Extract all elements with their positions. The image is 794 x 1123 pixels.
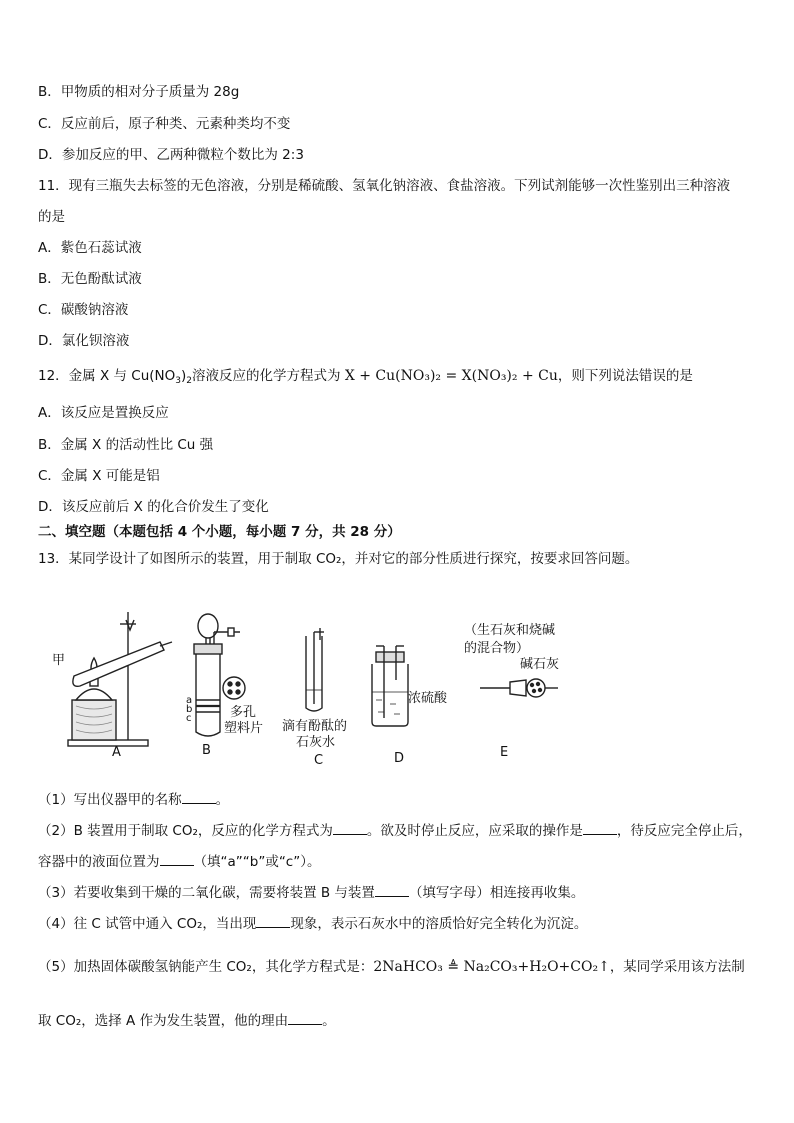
answer-blank[interactable] bbox=[583, 820, 617, 835]
apparatus-a bbox=[68, 612, 172, 746]
label-a: a bbox=[186, 695, 193, 706]
label-e-note1: （生石灰和烧碱 bbox=[464, 623, 556, 638]
apparatus-e bbox=[480, 679, 558, 697]
caption-d: D bbox=[394, 751, 405, 766]
q13-stem: 13．某同学设计了如图所示的装置，用于制取 CO₂，并对它的部分性质进行探究，按要求回答问题。 bbox=[38, 551, 639, 567]
label-jia: 甲 bbox=[52, 653, 66, 668]
q12-option-b: B．金属 X 的活动性比 Cu 强 bbox=[38, 437, 214, 453]
apparatus-figure bbox=[50, 600, 590, 780]
q11-option-a: A．紫色石蕊试液 bbox=[38, 240, 142, 256]
q13-part5-line1 bbox=[38, 957, 745, 977]
q10-option-c: C．反应前后，原子种类、元素种类均不变 bbox=[38, 116, 291, 132]
answer-blank[interactable] bbox=[160, 851, 194, 866]
q13-part3 bbox=[38, 882, 584, 903]
q11-stem-line1: 11．现有三瓶失去标签的无色溶液，分别是稀硫酸、氢氧化钠溶液、食盐溶液。下列试剂能够一次性鉴别出三种溶液 bbox=[38, 178, 731, 194]
label-e-note2: 的混合物） bbox=[464, 641, 530, 656]
q12-stem: 12．金属 X 与 $Cu(NO_3)_2$溶液反应的化学方程式为 X + Cu(NO₃)₂ = X(NO₃)₂ + Cu，则下列说法错误的是 bbox=[38, 368, 693, 386]
q13-part3-a: （3）若要收集到干燥的二氧化碳，需要将装置 B 与装置 bbox=[38, 885, 375, 901]
q12-option-d: D．该反应前后 X 的化合价发生了变化 bbox=[38, 499, 269, 515]
q13-part2-d: 容器中的液面位置为 bbox=[38, 854, 160, 870]
q13-part2-c: ，待反应完全停止后， bbox=[616, 823, 752, 839]
caption-e: E bbox=[500, 745, 509, 760]
label-c-caption2: 石灰水 bbox=[296, 735, 336, 750]
q13-part1-text: （1）写出仪器甲的名称 bbox=[38, 792, 182, 808]
q13-part4-a: （4）往 C 试管中通入 CO₂，当出现 bbox=[38, 916, 257, 932]
caption-b: B bbox=[202, 743, 211, 758]
q11-option-c: C．碳酸钠溶液 bbox=[38, 302, 129, 318]
q12-equation: X + Cu(NO₃)₂ = X(NO₃)₂ + Cu bbox=[344, 368, 558, 384]
apparatus-d bbox=[372, 646, 408, 726]
q13-part2-b: 。欲及时停止反应，应采取的操作是 bbox=[366, 823, 583, 839]
q13-part2-e: （填“a”“b”或“c”）。 bbox=[193, 854, 321, 870]
q13-part5-end: 。 bbox=[322, 1013, 336, 1029]
q13-part2-line2 bbox=[38, 851, 320, 872]
q10-option-b: B．甲物质的相对分子质量为 28g bbox=[38, 84, 240, 100]
label-c-caption1: 滴有酚酞的 bbox=[282, 719, 348, 734]
answer-blank[interactable] bbox=[182, 789, 216, 804]
q13-part5-a: （5）加热固体碳酸氢钠能产生 CO₂，其化学方程式是： bbox=[38, 959, 374, 975]
q11-option-b: B．无色酚酞试液 bbox=[38, 271, 142, 287]
q13-part5-line2 bbox=[38, 1010, 336, 1031]
q13-part2-line1 bbox=[38, 820, 752, 841]
apparatus-c bbox=[306, 628, 324, 711]
q12-stem-prefix: 12．金属 X 与 Cu(NO bbox=[38, 368, 176, 384]
q13-part3-b: （填写字母）相连接再收集。 bbox=[408, 885, 585, 901]
caption-c: C bbox=[314, 753, 324, 768]
q13-part4-b: 现象，表示石灰水中的溶质恰好完全转化为沉淀。 bbox=[290, 916, 588, 932]
answer-blank[interactable] bbox=[375, 882, 409, 897]
q12-option-c: C．金属 X 可能是铝 bbox=[38, 468, 160, 484]
answer-blank[interactable] bbox=[288, 1010, 322, 1025]
section-heading: 二、填空题（本题包括 4 个小题，每小题 7 分，共 28 分） bbox=[38, 524, 401, 540]
q13-part5-b: ，某同学采用该方法制 bbox=[609, 959, 745, 975]
label-jianshihui: 碱石灰 bbox=[520, 657, 560, 672]
q13-part1-end: 。 bbox=[215, 792, 230, 808]
label-duokong: 多孔 bbox=[230, 705, 257, 720]
q11-stem-line2: 的是 bbox=[38, 209, 65, 225]
q11-option-d: D．氯化钡溶液 bbox=[38, 333, 130, 349]
label-c: c bbox=[186, 713, 192, 724]
q13-part5-c: 取 CO₂，选择 A 作为发生装置，他的理由 bbox=[38, 1013, 289, 1029]
q12-stem-paren: ) bbox=[181, 368, 187, 384]
q13-part5-equation: 2NaHCO₃ ≜ Na₂CO₃+H₂O+CO₂↑ bbox=[373, 959, 610, 975]
q13-part2-a: （2）B 装置用于制取 CO₂，反应的化学方程式为 bbox=[38, 823, 333, 839]
label-b: b bbox=[186, 704, 193, 715]
q10-option-d: D．参加反应的甲、乙两种微粒个数比为 2:3 bbox=[38, 147, 304, 163]
q12-option-a: A．该反应是置换反应 bbox=[38, 405, 169, 421]
q13-part4 bbox=[38, 913, 587, 934]
q12-stem-suffix: ，则下列说法错误的是 bbox=[557, 368, 693, 384]
q13-part1 bbox=[38, 789, 229, 810]
q12-stem-mid: 溶液反应的化学方程式为 bbox=[192, 368, 341, 384]
answer-blank[interactable] bbox=[333, 820, 367, 835]
answer-blank[interactable] bbox=[256, 913, 290, 928]
label-nongliusuan: 浓硫酸 bbox=[408, 691, 448, 706]
caption-a: A bbox=[112, 745, 121, 760]
label-suliaopian: 塑料片 bbox=[224, 721, 264, 736]
